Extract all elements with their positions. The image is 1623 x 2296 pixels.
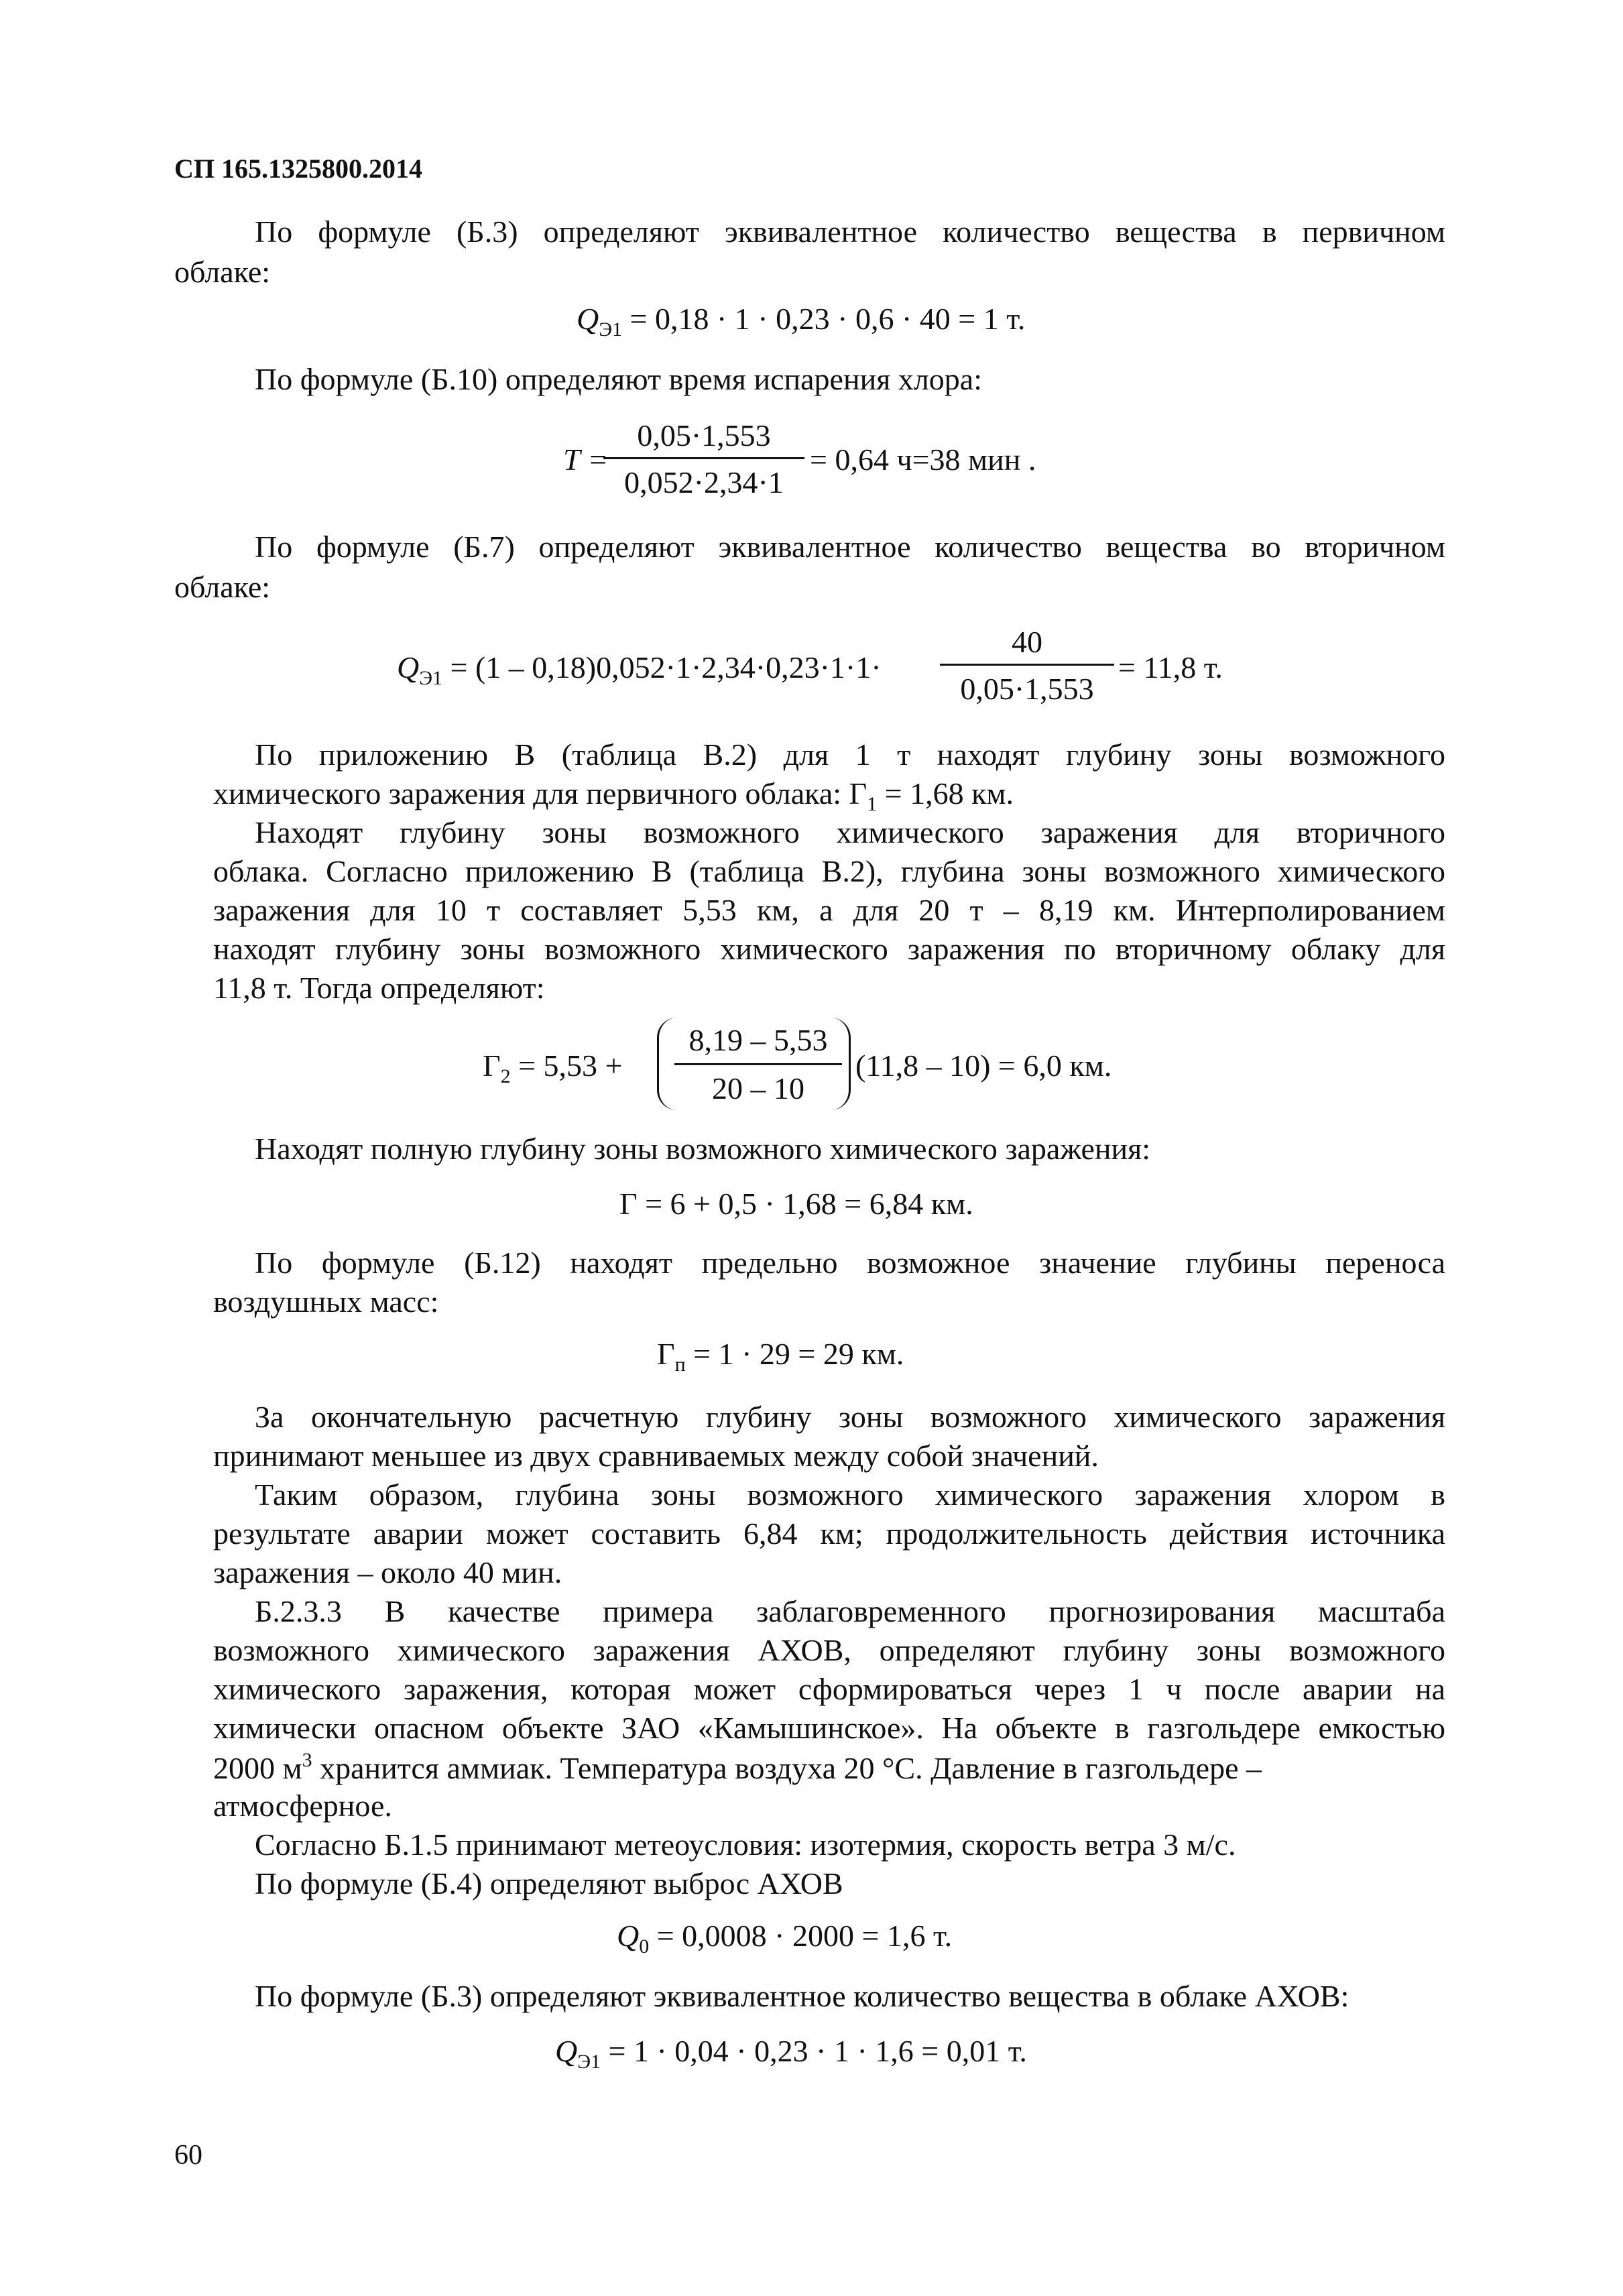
paragraph-9-line-3: заражения – около 40 мин. (213, 1555, 562, 1589)
paragraph-10-line-2: возможного химического заражения АХОВ, определяют глубину зоны возможного (213, 1633, 1445, 1667)
fraction-denominator: 0,052·2,34·1 (624, 465, 784, 499)
paragraph-9-line-1: Таким образом, глубина зоны возможного химического заражения хлором в (255, 1477, 1445, 1512)
paragraph-4-line-2 (213, 775, 1014, 817)
paragraph-10-line-4: химически опасном объекте ЗАО «Камышинское». На объекте в газгольдере емкостью (213, 1711, 1445, 1745)
formula-expression: = 5,53 + (510, 1048, 623, 1083)
paragraph-10-text: хранится аммиак. Температура воздуха 20 °С. Давление в газгольдере – (312, 1751, 1262, 1785)
paragraph-5-line-3: заражения для 10 т составляет 5,53 км, а для 20 т – 8,19 км. Интерполированием (213, 893, 1445, 927)
page-number: 60 (174, 2140, 202, 2171)
fraction-denominator: 0,05·1,553 (960, 672, 1094, 706)
formula-release-q0 (617, 1917, 952, 1959)
paragraph-9-line-2: результате аварии может составить 6,84 км; продолжительность действия источника (213, 1516, 1445, 1551)
paragraph-1-line-1: По формуле (Б.3) определяют эквивалентное количество вещества в первичном (255, 215, 1445, 249)
formula-result: = 11,8 т. (1118, 650, 1223, 684)
paragraph-7-line-2: воздушных масс: (213, 1284, 439, 1319)
formula-symbol: Q (555, 2034, 578, 2068)
formula-symbol: Г (483, 1048, 501, 1083)
fraction-bar (603, 457, 804, 459)
paragraph-5-line-1: Находят глубину зоны возможного химического заражения для вторичного (255, 815, 1445, 849)
document-header: СП 165.1325800.2014 (174, 154, 422, 184)
formula-lhs: T = (563, 442, 609, 477)
formula-result: (11,8 – 10) = 6,0 км. (855, 1048, 1112, 1083)
fraction-numerator: 8,19 – 5,53 (688, 1023, 828, 1057)
formula-transfer-depth (657, 1335, 904, 1377)
paragraph-3-line-1: По формуле (Б.7) определяют эквивалентное количество вещества во вторичном (255, 530, 1445, 564)
fraction-bar (940, 664, 1114, 666)
formula-expression: = 0,0008 · 2000 = 1,6 т. (649, 1919, 953, 1953)
paragraph-3-line-2: облаке: (174, 570, 271, 604)
formula-symbol: Q (397, 650, 420, 684)
right-parenthesis (826, 1018, 851, 1110)
fraction-bar (674, 1063, 842, 1065)
paragraph-10-line-6: атмосферное. (213, 1789, 392, 1823)
formula-lhs-expression (397, 649, 882, 690)
paragraph-8-line-1: За окончательную расчетную глубину зоны возможного химического заражения (255, 1400, 1445, 1434)
paragraph-4-line-1: По приложению В (таблица В.2) для 1 т находят глубину зоны возможного (255, 737, 1445, 772)
paragraph-12: По формуле (Б.4) определяют выброс АХОВ (255, 1866, 843, 1900)
formula-subscript: Э1 (577, 2051, 601, 2073)
fraction-numerator: 0,05·1,553 (637, 418, 771, 452)
paragraph-4-subscript: 1 (867, 793, 878, 815)
formula-expression: = 1 · 29 = 29 км. (685, 1337, 904, 1371)
formula-subscript: 2 (500, 1065, 511, 1087)
formula-subscript: Э1 (419, 667, 443, 689)
paragraph-5-line-5: 11,8 т. Тогда определяют: (213, 971, 545, 1005)
formula-q-e1-primary (577, 300, 1025, 342)
paragraph-2: По формуле (Б.10) определяют время испарения хлора: (255, 362, 982, 396)
paragraph-10-superscript: 3 (302, 1749, 312, 1771)
fraction-denominator: 20 – 10 (712, 1071, 804, 1105)
formula-symbol: Г (657, 1337, 675, 1371)
formula-expression: = (1 – 0,18)0,052·1·2,34·0,23·1·1· (442, 650, 882, 684)
paragraph-10-line-3: химического заражения, которая может сформироваться через 1 ч после аварии на (213, 1672, 1445, 1706)
formula-subscript: п (674, 1353, 686, 1376)
formula-subscript: 0 (639, 1935, 650, 1957)
paragraph-7-line-1: По формуле (Б.12) находят предельно возможное значение глубины переноса (255, 1246, 1445, 1280)
formula-expression: = 0,18 · 1 · 0,23 · 0,6 · 40 = 1 т. (622, 302, 1026, 336)
paragraph-10-line-5 (213, 1748, 1262, 1787)
paragraph-10-volume: 2000 м (213, 1751, 302, 1785)
paragraph-10-line-1: Б.2.3.3 В качестве примера заблаговременного прогнозирования масштаба (255, 1594, 1445, 1628)
paragraph-5-line-2: облака. Согласно приложению В (таблица В.2), глубина зоны возможного химического (213, 854, 1445, 888)
formula-subscript: Э1 (599, 318, 623, 341)
formula-lhs (483, 1047, 622, 1089)
paragraph-11: Согласно Б.1.5 принимают метеоусловия: изотермия, скорость ветра 3 м/с. (255, 1827, 1236, 1862)
paragraph-4-text: химического заражения для первичного облака: Г (213, 776, 867, 810)
formula-symbol: Q (577, 302, 599, 336)
formula-result: = 0,64 ч=38 мин . (810, 442, 1036, 477)
formula-q-e1-achov (555, 2033, 1027, 2074)
paragraph-4-value: = 1,68 км. (877, 776, 1014, 810)
formula-expression: = 1 · 0,04 · 0,23 · 1 · 1,6 = 0,01 т. (601, 2034, 1027, 2068)
paragraph-5-line-4: находят глубину зоны возможного химического заражения по вторичному облаку для (213, 932, 1445, 966)
paragraph-1-line-2: облаке: (174, 255, 271, 289)
formula-total-depth: Г = 6 + 0,5 · 1,68 = 6,84 км. (619, 1187, 973, 1221)
fraction-numerator: 40 (1012, 625, 1042, 659)
paragraph-6: Находят полную глубину зоны возможного химического заражения: (255, 1132, 1151, 1166)
paragraph-8-line-2: принимают меньшее из двух сравниваемых между собой значений. (213, 1439, 1099, 1473)
formula-symbol: Q (617, 1919, 640, 1953)
paragraph-13: По формуле (Б.3) определяют эквивалентное количество вещества в облаке АХОВ: (255, 1979, 1349, 2013)
